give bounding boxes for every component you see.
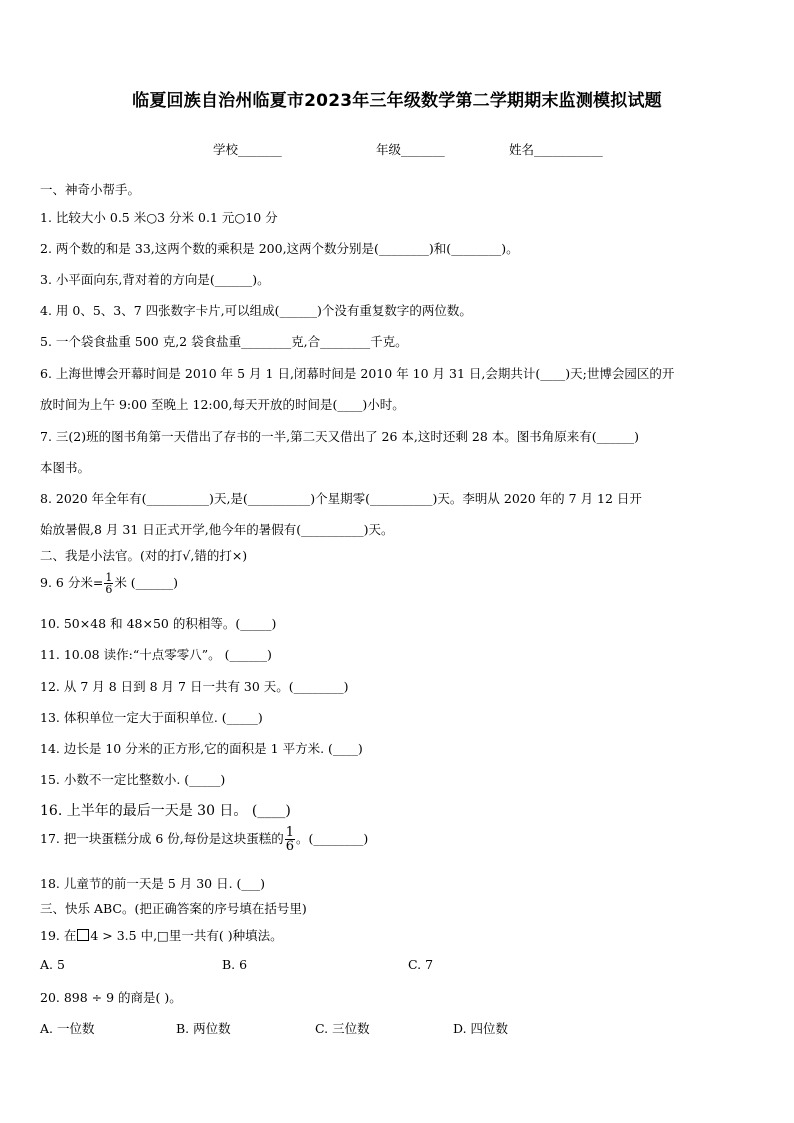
blank-box-icon <box>77 929 89 941</box>
fraction-denominator: 6 <box>285 839 295 854</box>
question-13: 13. 体积单位一定大于面积单位. (_____) <box>40 710 263 725</box>
question-8-line-2: 始放暑假,8 月 31 日正式开学,他今年的暑假有(__________)天。 <box>40 522 394 537</box>
question-19-option-a: A. 5 <box>40 957 65 972</box>
question-4: 4. 用 0、5、3、7 四张数字卡片,可以组成(______)个没有重复数字的两位数。 <box>40 303 472 318</box>
question-19-option-c: C. 7 <box>408 957 434 972</box>
question-1: 1. 比较大小 0.5 米○3 分米 0.1 元○10 分 <box>40 210 278 225</box>
question-8-line-1: 8. 2020 年全年有(__________)天,是(__________)个星期零(__________)天。李明从 2020 年的 7 月 12 日开 <box>40 491 642 506</box>
question-9 <box>40 572 764 595</box>
question-20: 20. 898 ÷ 9 的商是( )。 <box>40 990 182 1005</box>
question-3: 3. 小平面向东,背对着的方向是(______)。 <box>40 272 270 287</box>
fraction-numerator: 1 <box>105 571 113 584</box>
question-11: 11. 10.08 读作:“十点零零八”。 (______) <box>40 647 272 662</box>
question-20-option-c: C. 三位数 <box>315 1021 370 1036</box>
question-17-text: 17. 把一块蛋糕分成 6 份,每份是这块蛋糕的 <box>40 831 284 846</box>
question-14: 14. 边长是 10 分米的正方形,它的面积是 1 平方米. (____) <box>40 741 363 756</box>
question-19 <box>40 926 764 944</box>
question-17-answer: 。(________) <box>296 831 369 846</box>
name-field: 姓名___________ <box>509 142 603 157</box>
page-title: 临夏回族自治州临夏市2023年三年级数学第二学期期末监测模拟试题 <box>132 91 662 111</box>
question-10: 10. 50×48 和 48×50 的积相等。(_____) <box>40 616 277 631</box>
question-6-line-1: 6. 上海世博会开幕时间是 2010 年 5 月 1 日,闭幕时间是 2010 年 10 月 31 日,会期共计(____)天;世博会园区的开 <box>40 366 675 381</box>
question-7-line-2: 本图书。 <box>40 460 91 475</box>
section-1-heading: 一、神奇小帮手。 <box>40 182 141 197</box>
section-2-heading: 二、我是小法官。(对的打√,错的打×) <box>40 548 248 563</box>
question-19-option-b: B. 6 <box>222 957 248 972</box>
fraction-one-sixth <box>285 826 295 853</box>
question-19-prefix: 19. 在 <box>40 928 77 943</box>
question-6-line-2: 放时间为上午 9:00 至晚上 12:00,每天开放的时间是(____)小时。 <box>40 397 405 412</box>
question-9-answer: 米 (______) <box>114 575 179 590</box>
question-20-option-d: D. 四位数 <box>453 1021 509 1036</box>
question-15: 15. 小数不一定比整数小. (_____) <box>40 772 226 787</box>
fraction-one-sixth <box>104 572 113 595</box>
grade-field: 年级_______ <box>376 142 445 157</box>
question-7-line-1: 7. 三(2)班的图书角第一天借出了存书的一半,第二天又借出了 26 本,这时还剩 28 本。图书角原来有(______) <box>40 429 640 444</box>
section-3-heading: 三、快乐 ABC。(把正确答案的序号填在括号里) <box>40 901 307 916</box>
question-9-text: 9. 6 分米= <box>40 575 104 590</box>
question-2: 2. 两个数的和是 33,这两个数的乘积是 200,这两个数分别是(________)和(________)。 <box>40 241 519 256</box>
question-17 <box>40 826 764 853</box>
question-12: 12. 从 7 月 8 日到 8 月 7 日一共有 30 天。(________) <box>40 679 349 694</box>
question-20-option-b: B. 两位数 <box>176 1021 231 1036</box>
school-field: 学校_______ <box>213 142 282 157</box>
fraction-numerator: 1 <box>285 825 295 840</box>
question-5: 5. 一个袋食盐重 500 克,2 袋食盐重________克,合________千克。 <box>40 334 408 349</box>
question-20-option-a: A. 一位数 <box>40 1021 95 1036</box>
question-18: 18. 儿童节的前一天是 5 月 30 日. (___) <box>40 876 266 891</box>
question-16: 16. 上半年的最后一天是 30 日。 (____) <box>40 803 291 819</box>
fraction-denominator: 6 <box>105 583 113 596</box>
question-19-text: 4 > 3.5 中,□里一共有( )种填法。 <box>90 928 283 943</box>
